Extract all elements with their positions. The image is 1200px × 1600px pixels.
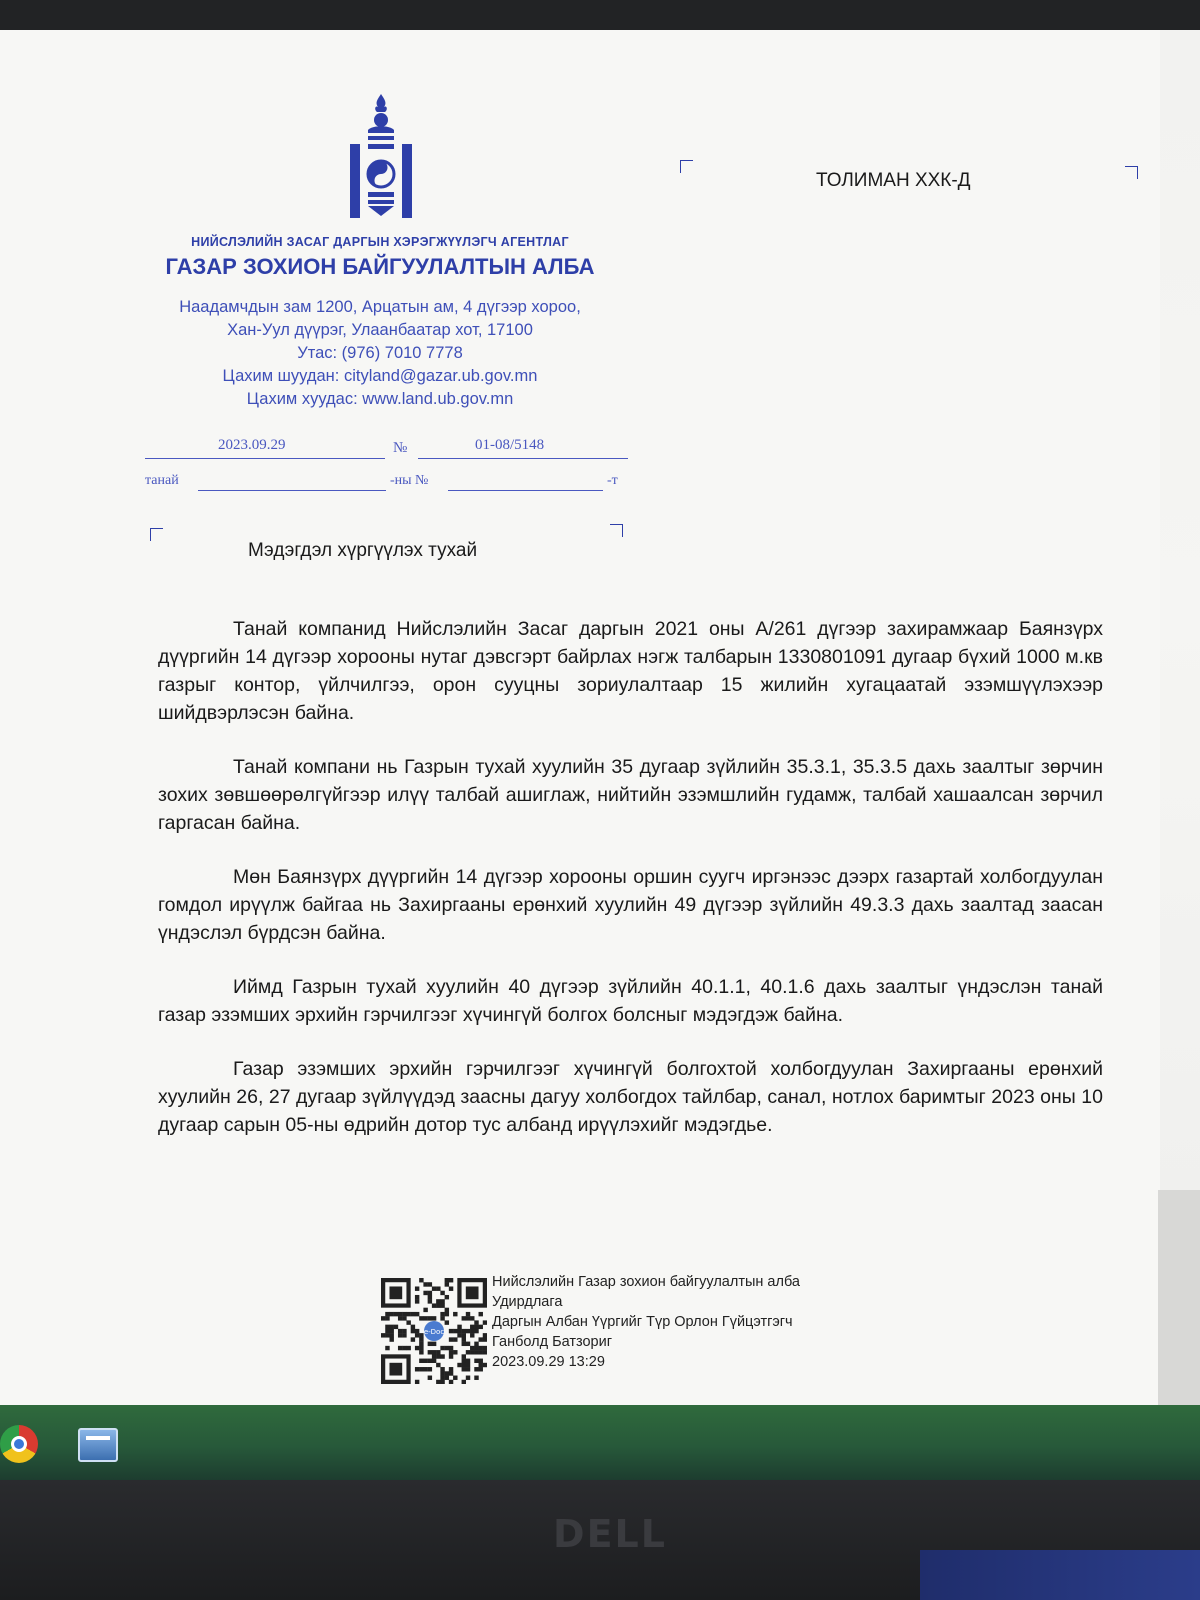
signature-timestamp: 2023.09.29 13:29 <box>492 1354 605 1370</box>
address-line: Наадамчдын зам 1200, Арцатын ам, 4 дүгээр хороо, <box>179 298 581 316</box>
signature-position: Даргын Албан Үүргийг Түр Орлон Гүйцэтгэгч <box>492 1314 793 1330</box>
soyombo-emblem-icon <box>348 92 414 220</box>
body-paragraph: Мөн Баянзүрх дүүргийн 14 дүгээр хорооны оршин суугч иргэнээс дээрх газартай холбогдуулан гомдол ирүүлж байгаа нь Захиргааны ерөнхий хуулийн 49 дүгээр зүйлийн 49.3.3 дахь заалтад заасан үндэслэл бүрдсэн байна. <box>158 866 1103 944</box>
subject-corner-right <box>610 524 623 537</box>
signature-org: Нийслэлийн Газар зохион байгуулалтын алба <box>492 1274 800 1290</box>
your-number-underline <box>448 490 603 491</box>
desk-object <box>920 1550 1200 1600</box>
body-paragraph: Танай компанид Нийслэлийн Засаг даргын 2021 оны А/261 дүгээр захирамжаар Баянзүрх дүүргийн 14 дүгээр хорооны нутаг дэвсгэрт байрлах нэгж талбарын 1330801091 дугаар бүхий 1000 м.кв газрыг контор, үйлчилгээ, орон сууцны зориулалтаар 15 жилийн хугацаатай эзэмшүүлэхээр шийдвэрлэсэн байна. <box>158 618 1103 724</box>
subject-line: Мэдэгдэл хүргүүлэх тухай <box>248 540 478 561</box>
screen-gutter <box>1158 1190 1200 1440</box>
signature-dept: Удирдлага <box>492 1294 563 1310</box>
your-number-label: -ны № <box>390 473 429 488</box>
monitor-brand-logo: DELL <box>553 1512 667 1556</box>
recipient-corner-right <box>1125 166 1138 179</box>
monitor-bezel-top <box>0 0 1200 30</box>
website-line: Цахим хуудас: www.land.ub.gov.mn <box>246 390 514 408</box>
qr-badge-label: e-Doc <box>423 1328 445 1336</box>
recipient-corner-left <box>680 160 693 173</box>
phone-line: Утас: (976) 7010 7778 <box>297 344 463 362</box>
address-line: Хан-Уул дүүрэг, Улаанбаатар хот, 17100 <box>227 321 533 339</box>
agency-address <box>130 296 630 411</box>
chrome-icon[interactable] <box>0 1425 38 1463</box>
qr-code-icon <box>381 1278 487 1384</box>
date-underline <box>145 458 385 459</box>
recipient: ТОЛИМАН ХХК-Д <box>816 170 971 191</box>
e-signature-block <box>492 1272 800 1372</box>
agency-title: ГАЗАР ЗОХИОН БАЙГУУЛАЛТЫН АЛБА <box>165 254 595 279</box>
letter-body <box>158 615 1103 1165</box>
letter-date: 2023.09.29 <box>218 437 286 453</box>
subject-corner-left <box>150 528 163 541</box>
signature-name: Ганболд Батзориг <box>492 1334 613 1350</box>
your-end-label: -т <box>607 473 618 488</box>
screen <box>0 30 1200 1480</box>
number-label: № <box>393 440 408 456</box>
document-page <box>0 30 1160 1430</box>
body-paragraph: Газар эзэмших эрхийн гэрчилгээг хүчингүй болгохтой холбогдуулан Захиргааны ерөнхий хуулийн 26, 27 дугаар зүйлүүдэд заасны дагуу холбогдох тайлбар, санал, нотлох баримтыг 2023 оны 10 дугаар сарын 05-ны өдрийн дотор тус албанд ирүүлэхийг мэдэгдье. <box>158 1058 1103 1136</box>
email-line: Цахим шуудан: cityland@gazar.ub.gov.mn <box>222 367 538 385</box>
window-app-icon[interactable] <box>78 1428 118 1462</box>
letter-number: 01-08/5148 <box>475 437 545 453</box>
body-paragraph: Иймд Газрын тухай хуулийн 40 дүгээр зүйлийн 40.1.1, 40.1.6 дахь заалтыг үндэслэн танай газар эзэмших эрхийн гэрчилгээг хүчингүй болгох болсныг мэдэгдэж байна. <box>158 976 1103 1026</box>
agency-subtitle: НИЙСЛЭЛИЙН ЗАСАГ ДАРГЫН ХЭРЭГЖҮҮЛЭГЧ АГЕНТЛАГ <box>191 235 569 249</box>
body-paragraph: Танай компани нь Газрын тухай хуулийн 35 дугаар зүйлийн 35.3.1, 35.3.5 дахь заалтыг зөрчин зохих зөвшөөрөлгүйгээр илүү талбай ашиглаж, нийтийн эзэмшлийн гудамж, талбай хашаалсан зөрчил гаргасан байна. <box>158 756 1103 834</box>
your-ref-label: танай <box>145 473 179 488</box>
your-date-underline <box>198 490 386 491</box>
taskbar <box>0 1405 1200 1480</box>
number-underline <box>418 458 628 459</box>
